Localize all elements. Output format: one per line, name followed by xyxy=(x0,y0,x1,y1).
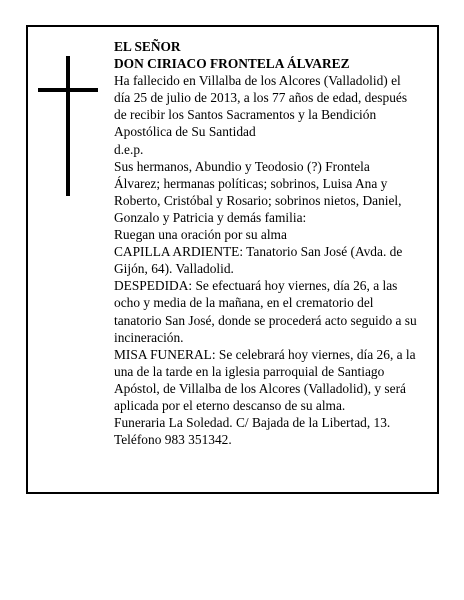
intro-paragraph: Ha fallecido en Villalba de los Alcores (Valladolid) el día 25 de julio de 2013, a los 77 años de edad, después de recibir los Santos Sacramentos y la Bendición Apostólica de Su Santidad xyxy=(114,73,408,140)
funeral-mass-paragraph: MISA FUNERAL: Se celebrará hoy viernes, día 26, a la una de la tarde en la iglesia parroquial de Santiago Apóstol, de Villalba de los Alcores (Valladolid), y será aplicada por el eterno descanso de su alma. xyxy=(114,346,416,413)
farewell-paragraph: DESPEDIDA: Se efectuará hoy viernes, día 26, a las ocho y media de la mañana, en el crematorio del tanatorio San José, donde se procederá acto seguido a su incineración. xyxy=(114,278,417,345)
cross-icon xyxy=(38,56,98,196)
family-paragraph: Sus hermanos, Abundio y Teodosio (?) Frontela Álvarez; hermanas políticas; sobrinos, Luisa Ana y Roberto, Cristóbal y Rosario; sobrinos nietos, Daniel, Gonzalo y Patricia y demás familia: xyxy=(114,158,402,225)
funeral-home-paragraph: Funeraria La Soledad. C/ Bajada de la Libertad, 13. Teléfono 983 351342. xyxy=(114,415,391,448)
deceased-name: DON CIRIACO FRONTELA ÁLVAREZ xyxy=(114,56,350,72)
cross-horizontal-bar xyxy=(38,88,98,92)
cross-vertical-bar xyxy=(66,56,70,196)
dep-line: d.e.p. xyxy=(114,141,144,157)
prayer-line: Ruegan una oración por su alma xyxy=(114,227,287,243)
obituary-text xyxy=(114,38,419,448)
heading-title: EL SEÑOR xyxy=(114,39,181,54)
chapel-paragraph: CAPILLA ARDIENTE: Tanatorio San José (Avda. de Gijón, 64). Valladolid. xyxy=(114,244,403,277)
